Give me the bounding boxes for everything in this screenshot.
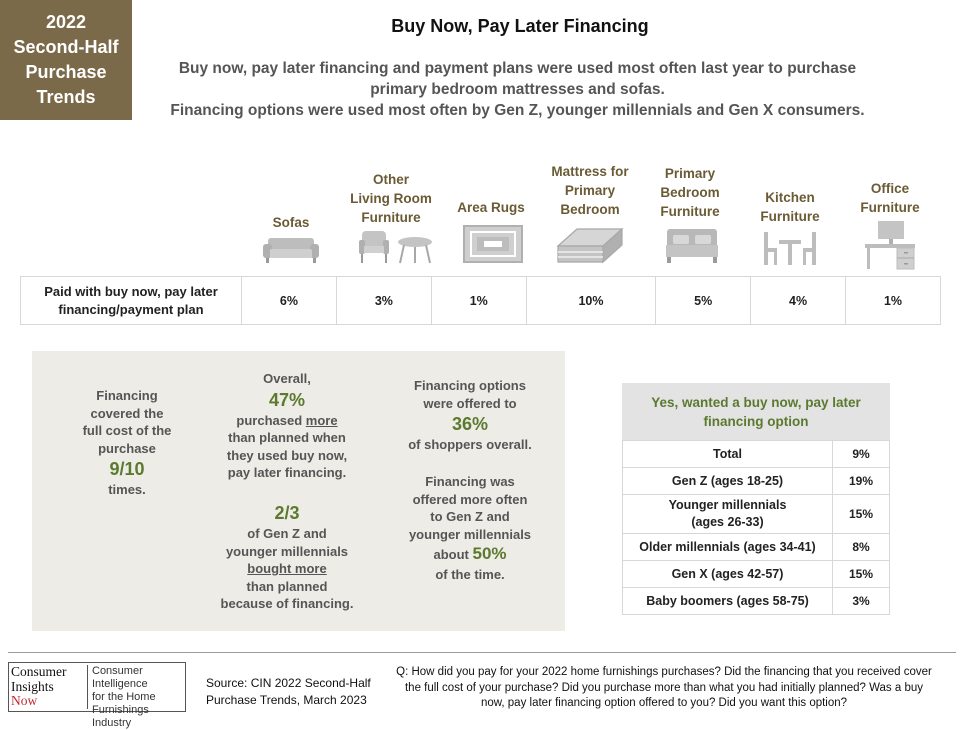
category-label-line: Office [870,181,910,196]
stats-panel [32,351,565,631]
category-label-line: Mattress for [551,164,629,179]
category-label-line: Furniture [660,204,720,219]
table-row [623,495,890,534]
armchair-table-icon [358,230,434,264]
category-label-line: Bedroom [660,185,720,200]
text-line: because of financing. [220,596,354,611]
category-label-line: Bedroom [560,202,620,217]
value-other-living-room: 3% [336,277,431,325]
table-row [623,588,890,615]
subtitle-line: Buy now, pay later financing and payment plans were used most often last year to purchase [178,60,857,77]
category-label-line: Sofas [272,215,310,230]
text-line: they used buy now, [226,447,348,463]
text-line: of Gen Z and [247,526,327,541]
category-label-area-rugs [441,198,541,217]
text-fragment: about [433,547,473,562]
row-label [623,495,833,534]
category-label-other-living-room [341,170,441,227]
subtitle-line: primary bedroom mattresses and sofas. [370,81,665,98]
logo-wordmark [11,665,83,709]
row-value: 8% [833,534,890,561]
value-kitchen: 4% [751,277,846,325]
underlined-text: bought more [247,561,327,576]
category-label-line: Other [372,172,409,187]
mattress-icon [557,226,623,266]
category-label-line: Furniture [760,209,820,224]
desk-icon [864,220,916,270]
logo-line: Furnishings Industry [92,704,149,729]
wanted-bnpl-table [622,383,890,615]
stat-value: 36% [451,414,489,434]
row-label: Total [623,441,833,468]
stat-value: 47% [268,389,306,410]
page-subtitle [145,58,890,121]
header-line: Yes, wanted a buy now, pay later [651,395,861,410]
label-line: Paid with buy now, pay later [44,283,218,299]
rug-icon [462,224,524,264]
value-sofas: 6% [242,277,337,325]
category-label-line: Living Room [350,191,432,206]
stat-value: 9/10 [109,459,145,479]
logo-line: Now [11,693,38,708]
value-primary-bedroom: 5% [656,277,751,325]
text-line: younger millennials [408,526,532,542]
paid-with-bnpl-table [20,276,941,325]
value-area-rugs: 1% [431,277,526,325]
logo-line: Consumer Intelligence [92,665,148,690]
text-line: of shoppers overall. [408,437,532,452]
category-label-line: Primary [664,166,716,181]
value-mattress: 10% [526,277,656,325]
text-line: were offered to [423,395,517,411]
category-label-line: Furniture [361,210,421,225]
sofa-icon [262,236,320,264]
text-line: full cost of the [82,423,172,438]
row-label: Older millennials (ages 34-41) [623,534,833,561]
table-row [21,277,941,325]
survey-question: Q: How did you pay for your 2022 home furnishings purchases? Did the financing that you received cover the full cost of your purchase? Did you purchase more than what you had initially planned? Was a buy now, pay later financing option offered to you? Did you want this option? [396,666,932,710]
text-line: than planned when [228,430,346,445]
category-label-sofas [241,213,341,232]
text-line: of the time. [435,567,505,582]
text-line [212,412,362,430]
category-label-line: Kitchen [765,190,815,205]
table-row [623,561,890,588]
row-value: 15% [833,561,890,588]
badge-line: 2022 [45,12,87,32]
row-value: 15% [833,495,890,534]
badge-line: Trends [36,87,96,107]
text-line: Financing [96,388,158,403]
logo-line: Insights [11,678,54,694]
category-label-line: Furniture [860,200,920,215]
source-line: Source: CIN 2022 Second-Half [206,676,371,690]
table-row [623,441,890,468]
underlined-text: more [305,412,338,428]
text-line: purchase [98,440,156,456]
stat-purchased-more [212,370,362,482]
wanted-table-header [622,383,890,440]
report-badge [0,0,132,120]
text-fragment: purchased [236,412,306,428]
stat-value: 2/3 [274,503,300,523]
label-line: (ages 26-33) [691,515,764,529]
logo-line: Consumer [11,664,67,679]
category-label-kitchen [740,188,840,226]
row-label: Baby boomers (ages 58-75) [623,588,833,615]
wanted-table-body [622,440,890,615]
dining-set-icon [762,230,818,266]
table-row [623,534,890,561]
header-line: financing option [703,414,809,429]
stat-bought-more [212,501,362,613]
text-line: younger millennials [225,543,349,559]
value-office: 1% [846,277,941,325]
row-value: 9% [833,441,890,468]
page-title: Buy Now, Pay Later Financing [391,16,649,36]
logo-tagline [87,665,184,729]
category-label-line: Area Rugs [457,200,525,215]
text-line: covered the [90,405,164,421]
label-line: Younger millennials [668,498,787,512]
source-line: Purchase Trends, March 2023 [206,692,367,707]
company-logo [8,662,186,729]
stat-offered [400,377,540,454]
source-note [206,675,371,708]
text-line: to Gen Z and [430,509,510,524]
paid-row-label [21,277,242,325]
stat-value: 50% [472,544,507,563]
text-line: times. [108,482,146,497]
category-label-line: Primary [564,183,616,198]
footer-divider [8,652,956,653]
subtitle-line: Financing options were used most often by Gen Z, younger millennials and Gen X consumers. [170,102,865,119]
text-line: Overall, [263,371,311,386]
text-line: offered more often [412,491,528,507]
label-line: financing/payment plan [58,301,204,317]
row-value: 3% [833,588,890,615]
row-value: 19% [833,468,890,495]
text-line: Financing was [425,474,515,489]
text-line: pay later financing. [227,465,347,480]
text-line [400,543,540,566]
category-label-office [840,179,940,217]
category-label-primary-bedroom [640,164,740,221]
text-line: than planned [246,578,328,594]
logo-line: for the Home [92,691,156,703]
row-label: Gen X (ages 42-57) [623,561,833,588]
badge-line: Second-Half [13,37,119,57]
stat-full-cost [72,387,182,499]
text-line: Financing options [414,378,526,393]
row-label: Gen Z (ages 18-25) [623,468,833,495]
stat-offered-gen-z [400,473,540,584]
badge-line: Purchase [25,62,107,82]
bed-icon [665,228,719,264]
table-row [623,468,890,495]
category-label-mattress [540,162,640,219]
